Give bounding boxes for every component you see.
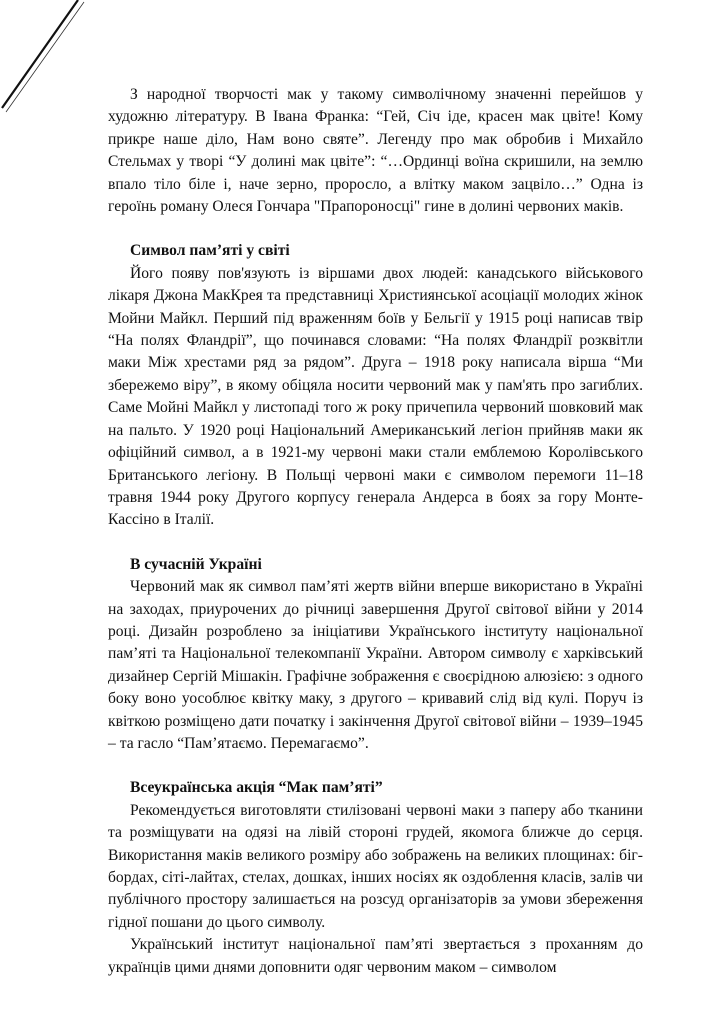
scan-corner-mark xyxy=(0,0,90,120)
section-paragraph: Його появу пов'язують із віршами двох людей: канадського військового лікаря Джона МакКрея та представниці Християнської асоціації молодих жінок Мойни Майкл. Перший під враженням боїв у Бельгії у 1915 році написав твір “На полях Фландрії”, що починався словами: “На полях Фландрії розквітли маки Між хрестами ряд за рядом”. Друга – 1918 року написала вірша “Ми збережемо віру”, в якому обіцяла носити червоний мак у пам'ять про загиблих. Саме Мойні Майкл у листопаді того ж року причепила червоний шовковий мак на пальто. У 1920 році Національний Американський легіон прийняв маки як офіційний символ, а в 1921-му червоні маки стали емблемою Королівського Британського легіону. В Польщі червоні маки є символом перемоги 11–18 травня 1944 року Другого корпусу генерала Андерса в боях за гору Монте-Кассіно в Італії. xyxy=(108,264,643,529)
section-heading-campaign: Всеукраїнська акція “Мак пам’яті” xyxy=(130,779,383,797)
document-body xyxy=(108,84,643,979)
section-paragraph: Рекомендується виготовляти стилізовані червоні маки з паперу або тканини та розміщувати на одязі на лівій стороні грудей, якомога ближче до серця. Використання маків великого розміру або зображень на великих площинах: біг-бордах, сіті-лайтах, стелах, дошках, інших носіях як оздоблення класів, залів чи публічного простору залишається на розсуд організаторів за умови збереження гідної пошани до цього символу. xyxy=(108,801,643,931)
section-heading-world: Символ пам’яті у світі xyxy=(130,242,290,260)
section-heading-ukraine: В сучасній Україні xyxy=(130,555,262,573)
section-paragraph: Червоний мак як символ пам’яті жертв війни вперше використано в Україні на заходах, приурочених до річниці завершення Другої світової війни у 2014 році. Дизайн розроблено за ініціативи Українського інституту національної пам’яті та Національної телекомпанії України. Автором символу є харківський дизайнер Сергій Мішакін. Графічне зображення є своєрідною алюзією: з одного боку воно уособлює квітку маку, з другого – кривавий слід від кулі. Поруч із квіткою розміщено дати початку і закінчення Другої світової війни – 1939–1945 – та гасло “Пам’ятаємо. Перемагаємо”. xyxy=(108,578,643,752)
intro-paragraph: З народної творчості мак у такому символічному значенні перейшов у художню літературу. В Івана Франка: “Гей, Січ іде, красен мак цвіте! Кому прикре наше діло, Нам воно святе”. Легенду про мак обробив і Михайло Стельмах у творі “У долині мак цвіте”: “…Ординці воїна скришили, на землю впало тіло біле і, наче зерно, проросло, а влітку маком зацвіло…” Одна із героїнь роману Олеся Гончара "Прапороносці" гине в долині червоних маків. xyxy=(108,86,643,216)
section-paragraph: Український інститут національної пам’яті звертається з проханням до українців цими днями доповнити одяг червоним маком – символом xyxy=(108,936,643,976)
